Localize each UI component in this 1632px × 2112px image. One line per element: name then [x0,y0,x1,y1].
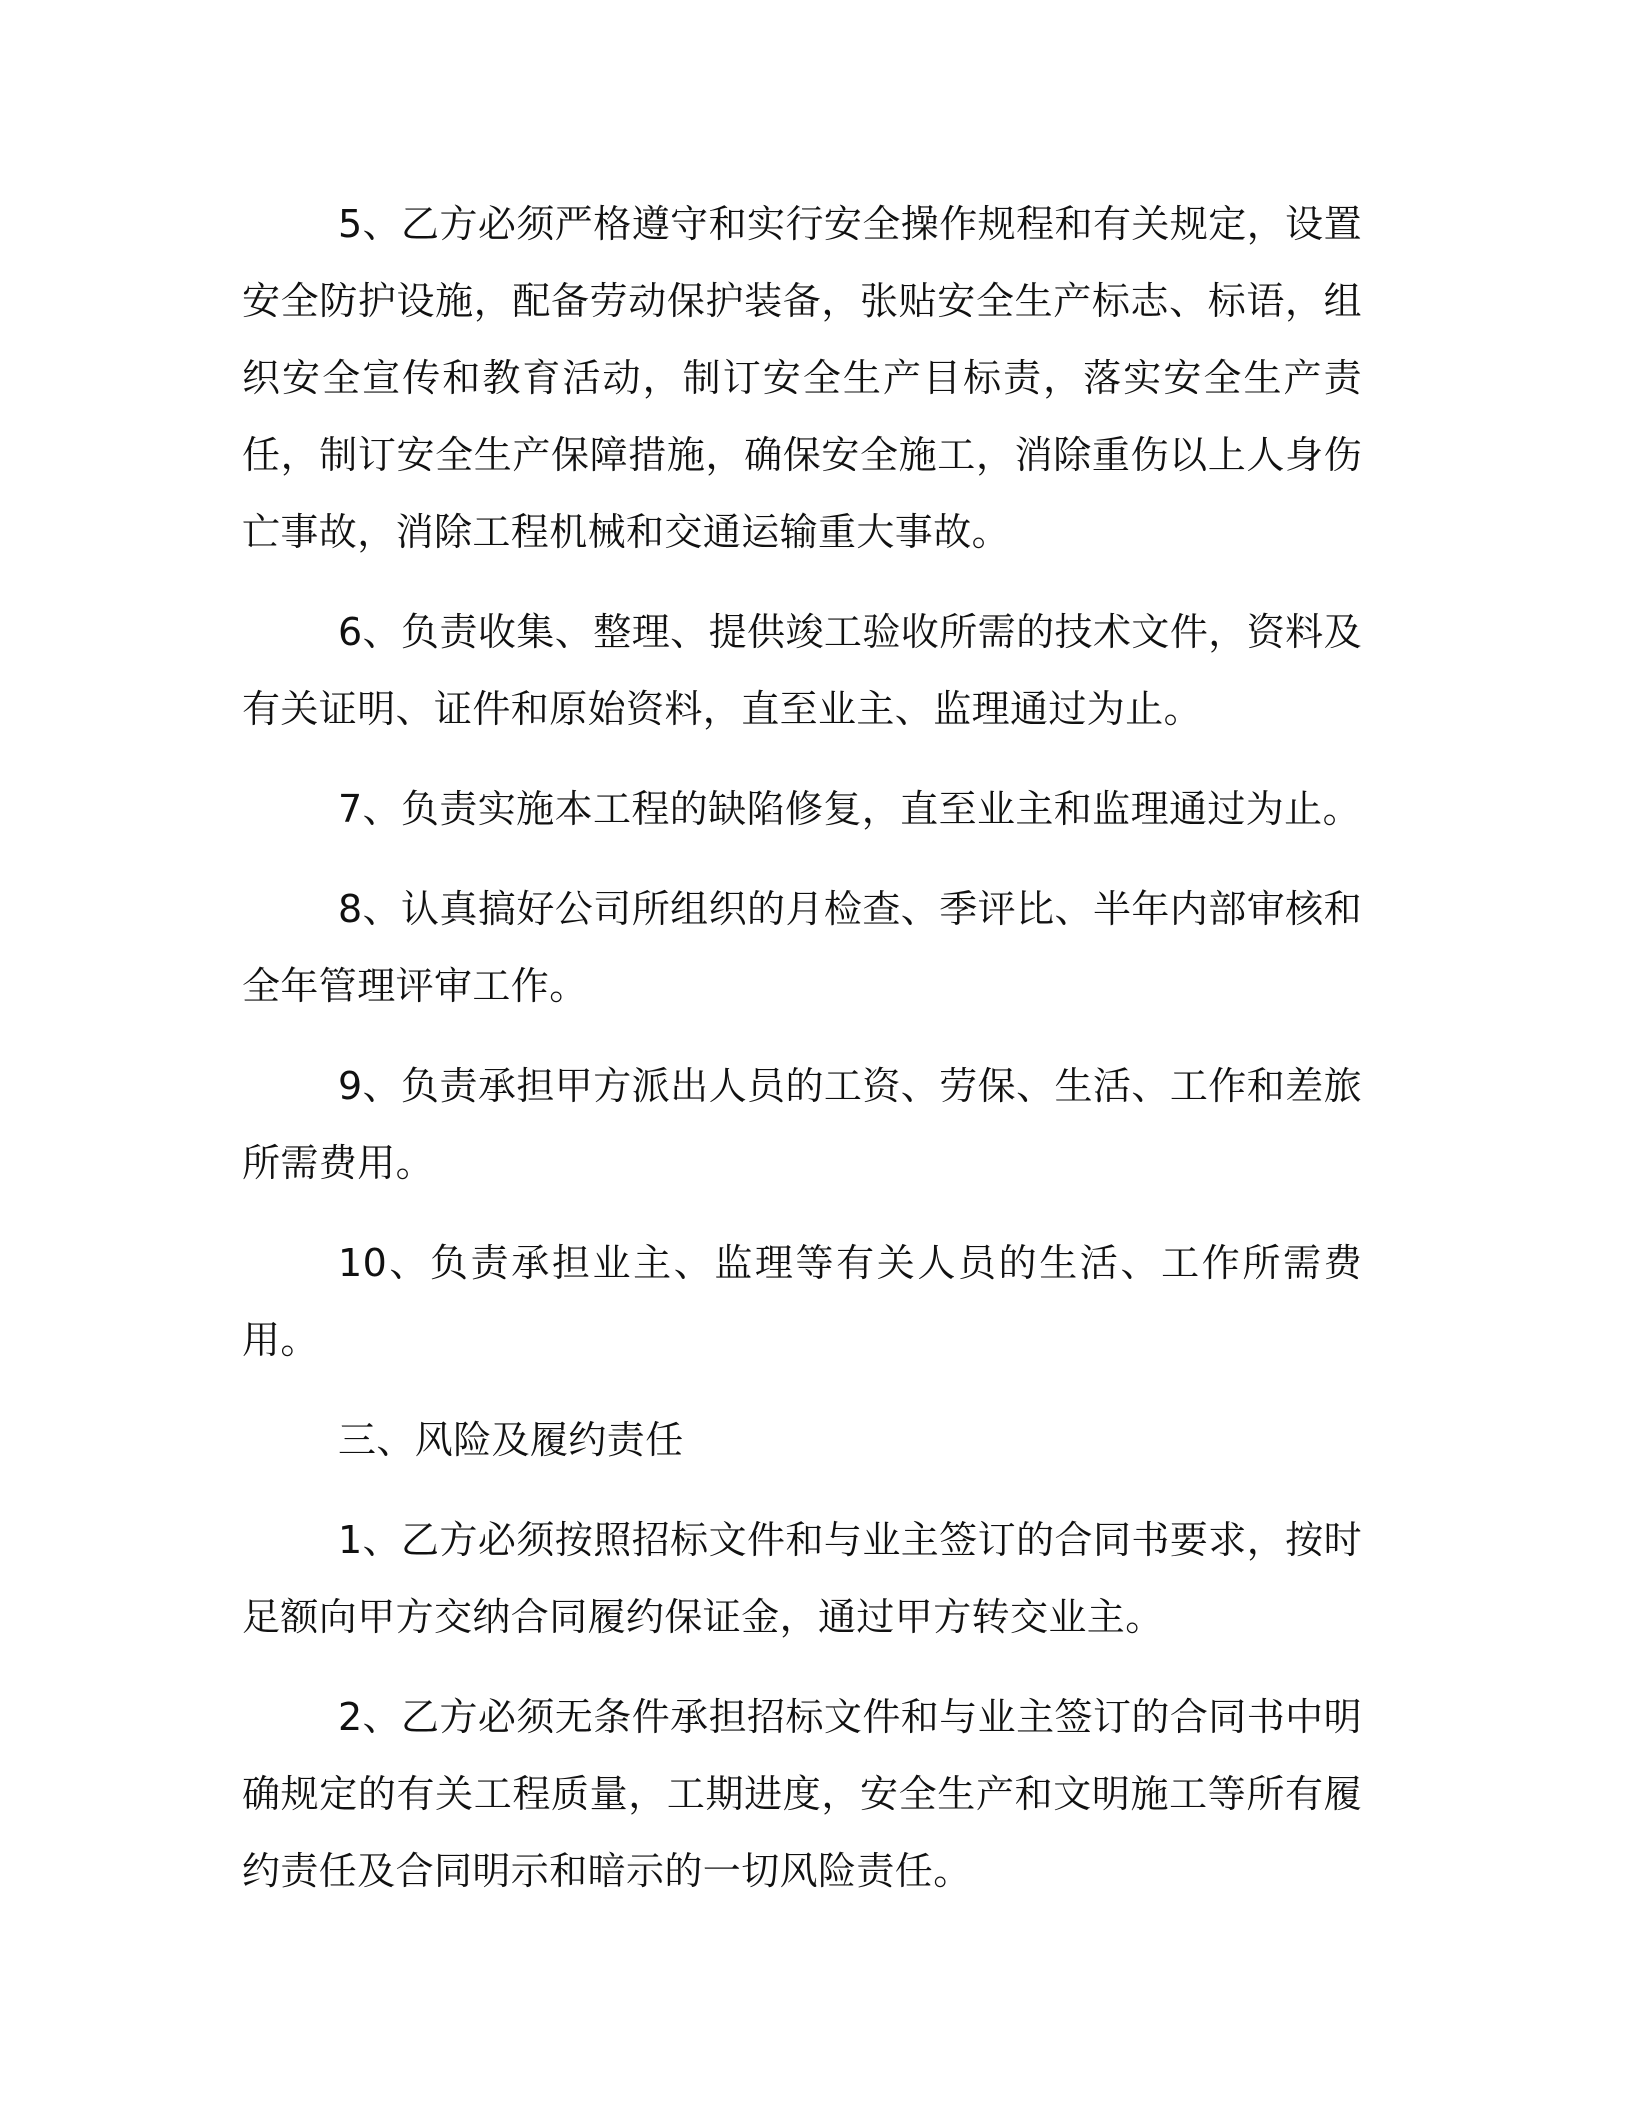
paragraph-item-6: 6、负责收集、整理、提供竣工验收所需的技术文件，资料及有关证明、证件和原始资料，直至业主、监理通过为止。 [242,610,1362,731]
paragraph-item-9: 9、负责承担甲方派出人员的工资、劳保、生活、工作和差旅所需费用。 [242,1064,1362,1185]
paragraph-item-5: 5、乙方必须严格遵守和实行安全操作规程和有关规定，设置安全防护设施，配备劳动保护装备，张贴安全生产标志、标语，组织安全宣传和教育活动，制订安全生产目标责，落实安全生产责任，制订安全生产保障措施，确保安全施工，消除重伤以上人身伤亡事故，消除工程机械和交通运输重大事故。 [242,202,1362,554]
section-paragraph-1: 1、乙方必须按照招标文件和与业主签订的合同书要求，按时足额向甲方交纳合同履约保证金，通过甲方转交业主。 [242,1518,1362,1639]
section-paragraph-2: 2、乙方必须无条件承担招标文件和与业主签订的合同书中明确规定的有关工程质量，工期进度，安全生产和文明施工等所有履约责任及合同明示和暗示的一切风险责任。 [242,1695,1362,1893]
paragraph-item-10: 10、负责承担业主、监理等有关人员的生活、工作所需费用。 [242,1241,1362,1362]
paragraph-item-8: 8、认真搞好公司所组织的月检查、季评比、半年内部审核和全年管理评审工作。 [242,887,1362,1008]
document-body [242,186,1362,1933]
section-heading: 三、风险及履约责任 [338,1418,684,1462]
paragraph-item-7: 7、负责实施本工程的缺陷修复，直至业主和监理通过为止。 [338,787,1361,831]
